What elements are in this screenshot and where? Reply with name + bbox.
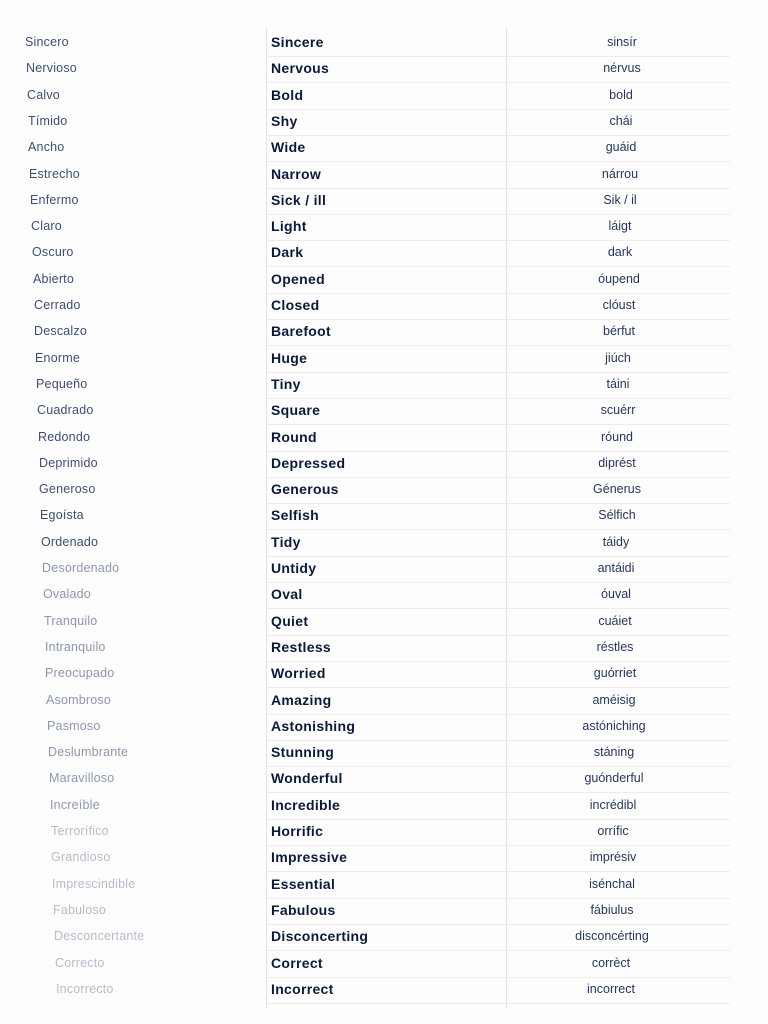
english-word: Untidy [271,560,317,576]
list-item [0,242,768,269]
pronunciation: sinsír [607,35,637,49]
list-item [0,926,768,953]
pronunciation: Génerus [593,482,641,496]
spanish-word: Preocupado [45,666,115,680]
list-item [0,190,768,217]
spanish-word: Desconcertante [54,929,145,943]
pronunciation: guáid [605,140,637,154]
spanish-word: Calvo [27,88,60,102]
english-word: Tidy [271,534,301,550]
spanish-word: Sincero [25,35,69,49]
row-divider [268,109,730,110]
row-divider [268,345,730,346]
list-item [0,558,768,585]
pronunciation: táini [606,377,630,391]
spanish-word: Redondo [38,430,91,444]
english-word: Depressed [271,455,346,471]
english-word: Generous [271,481,339,497]
english-word: Worried [271,665,326,681]
pronunciation: jiúch [605,351,631,365]
spanish-word: Egoísta [40,508,84,522]
english-word: Quiet [271,613,309,629]
english-word: Amazing [271,692,332,708]
pronunciation: astóniching [582,719,646,733]
list-item [0,847,768,874]
spanish-word: Ordenado [41,535,99,549]
list-item [0,137,768,164]
row-divider [268,135,730,136]
spanish-word: Terrorífico [51,824,109,838]
row-divider [268,714,730,715]
english-word: Narrow [271,166,322,182]
row-divider [268,556,730,557]
list-item [0,374,768,401]
english-word: Astonishing [271,718,356,734]
list-item [0,979,768,1006]
english-word: Bold [271,87,304,103]
english-word: Opened [271,271,325,287]
spanish-word: Enorme [35,351,80,365]
spanish-word: Oscuro [32,245,74,259]
spanish-word: Tranquilo [44,614,98,628]
list-item [0,637,768,664]
spanish-word: Ancho [28,140,65,154]
english-word: Round [271,429,317,445]
english-word: Oval [271,586,303,602]
pronunciation: dark [607,245,633,259]
row-divider [268,792,730,793]
row-divider [268,608,730,609]
row-divider [268,398,730,399]
spanish-word: Cuadrado [37,403,94,417]
english-word: Disconcerting [271,928,369,944]
list-item [0,821,768,848]
spanish-word: Intranquilo [45,640,106,654]
row-divider [268,424,730,425]
spanish-word: Estrecho [29,167,80,181]
english-word: Selfish [271,507,320,523]
english-word: Incorrect [271,981,334,997]
row-divider [268,766,730,767]
english-word: Stunning [271,744,335,760]
english-word: Sincere [271,34,324,50]
english-word: Horrific [271,823,324,839]
list-item [0,742,768,769]
row-divider [268,266,730,267]
pronunciation: imprésiv [589,850,637,864]
list-item [0,795,768,822]
pronunciation: incrédibl [589,798,637,812]
pronunciation: diprést [598,456,636,470]
english-word: Light [271,218,307,234]
row-divider [268,56,730,57]
spanish-word: Correcto [55,956,105,970]
pronunciation: scuérr [600,403,636,417]
pronunciation: clóust [602,298,636,312]
row-divider [268,372,730,373]
list-item [0,32,768,59]
row-divider [268,635,730,636]
pronunciation: guórriet [593,666,637,680]
pronunciation: réstles [596,640,634,654]
pronunciation: orrífic [597,824,629,838]
row-divider [268,661,730,662]
list-item [0,953,768,980]
english-word: Fabulous [271,902,336,918]
pronunciation: isénchal [589,877,635,891]
list-item [0,874,768,901]
pronunciation: táidy [602,535,630,549]
row-divider [268,687,730,688]
pronunciation: Sik / il [603,193,637,207]
row-divider [268,319,730,320]
spanish-word: Fabuloso [53,903,107,917]
pronunciation: nárrou [601,167,639,181]
english-word: Shy [271,113,298,129]
list-item [0,427,768,454]
row-divider [268,240,730,241]
row-divider [268,1003,730,1004]
english-word: Impressive [271,849,348,865]
list-item [0,164,768,191]
english-word: Barefoot [271,323,331,339]
english-word: Correct [271,955,323,971]
list-item [0,400,768,427]
spanish-word: Enfermo [30,193,79,207]
pronunciation: améisig [592,693,636,707]
list-item [0,611,768,638]
english-word: Square [271,402,321,418]
spanish-word: Asombroso [46,693,112,707]
row-divider [268,582,730,583]
row-divider [268,924,730,925]
row-divider [268,503,730,504]
spanish-word: Pasmoso [47,719,101,733]
spanish-word: Imprescindible [52,877,136,891]
spanish-word: Incorrecto [56,982,114,996]
row-divider [268,819,730,820]
pronunciation: incorrect [587,982,635,996]
list-item [0,532,768,559]
spanish-word: Tímido [28,114,68,128]
english-word: Closed [271,297,320,313]
spanish-word: Nervioso [26,61,77,75]
spanish-word: Maravilloso [49,771,115,785]
english-word: Wide [271,139,306,155]
row-divider [268,188,730,189]
english-word: Wonderful [271,770,343,786]
spanish-word: Increíble [50,798,100,812]
spanish-word: Abierto [33,272,75,286]
row-divider [268,293,730,294]
pronunciation: stáning [593,745,635,759]
list-item [0,768,768,795]
list-item [0,505,768,532]
spanish-word: Ovalado [43,587,91,601]
row-divider [268,977,730,978]
row-divider [268,898,730,899]
english-word: Tiny [271,376,301,392]
pronunciation: Sélfich [598,508,636,522]
list-item [0,479,768,506]
pronunciation: corrèct [591,956,631,970]
english-word: Nervous [271,60,330,76]
list-item [0,663,768,690]
pronunciation: bérfut [603,324,635,338]
english-word: Restless [271,639,331,655]
list-item [0,348,768,375]
list-item [0,85,768,112]
row-divider [268,82,730,83]
pronunciation: láigt [608,219,632,233]
row-divider [268,161,730,162]
pronunciation: bold [609,88,633,102]
pronunciation: disconcérting [575,929,649,943]
spanish-word: Cerrado [34,298,81,312]
list-item [0,295,768,322]
english-word: Essential [271,876,336,892]
pronunciation: fábiulus [590,903,634,917]
list-item [0,716,768,743]
spanish-word: Desordenado [42,561,120,575]
spanish-word: Deslumbrante [48,745,129,759]
spanish-word: Deprimido [39,456,98,470]
row-divider [268,451,730,452]
spanish-word: Generoso [39,482,96,496]
row-divider [268,871,730,872]
pronunciation: óuval [601,587,631,601]
english-word: Incredible [271,797,341,813]
english-word: Sick / ill [271,192,327,208]
list-item [0,58,768,85]
row-divider [268,529,730,530]
spanish-word: Descalzo [34,324,88,338]
row-divider [268,740,730,741]
english-word: Huge [271,350,308,366]
list-item [0,584,768,611]
row-divider [268,477,730,478]
pronunciation: róund [601,430,633,444]
pronunciation: chái [609,114,633,128]
list-item [0,321,768,348]
list-item [0,269,768,296]
pronunciation: óupend [598,272,640,286]
spanish-word: Grandioso [51,850,111,864]
row-divider [268,214,730,215]
list-item [0,900,768,927]
spanish-word: Claro [31,219,62,233]
pronunciation: nérvus [603,61,641,75]
row-divider [268,950,730,951]
row-divider [268,845,730,846]
pronunciation: guónderful [584,771,644,785]
list-item [0,453,768,480]
spanish-word: Pequeño [36,377,88,391]
pronunciation: cuáiet [598,614,632,628]
pronunciation: antáidi [597,561,635,575]
list-item [0,111,768,138]
english-word: Dark [271,244,304,260]
list-item [0,690,768,717]
list-item [0,216,768,243]
